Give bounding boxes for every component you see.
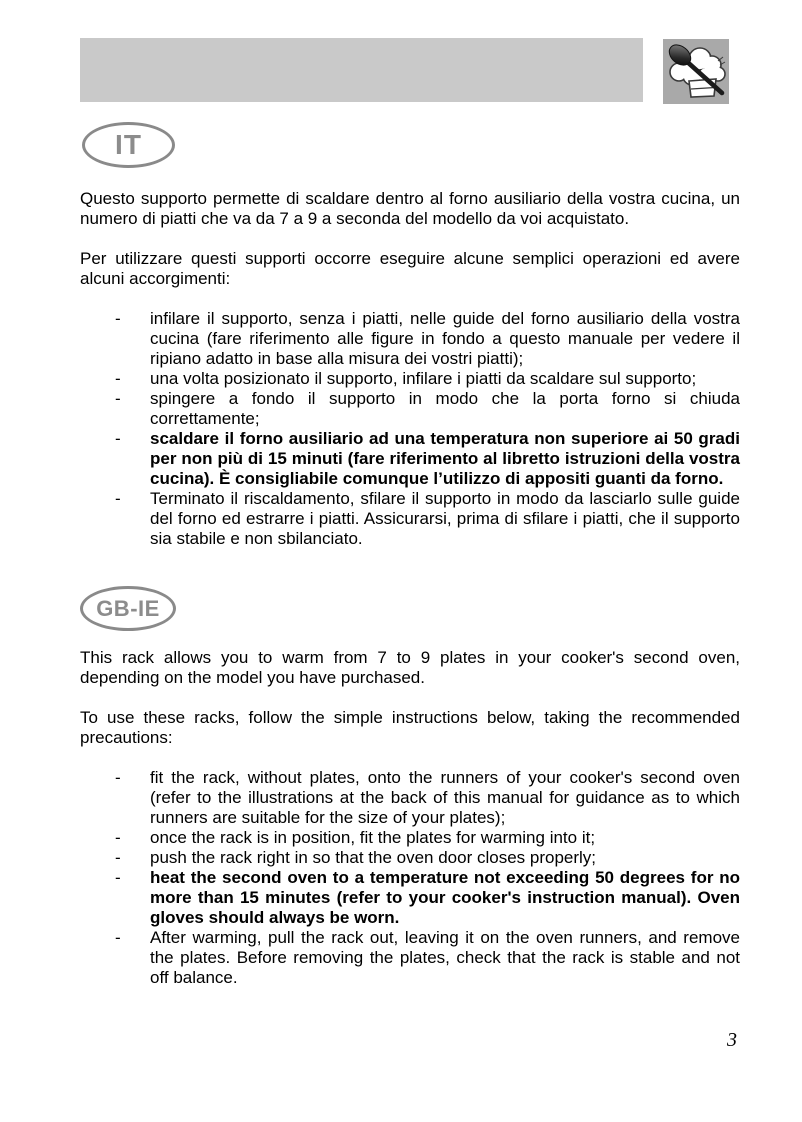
list-item-text: push the rack right in so that the oven door closes properly; — [150, 848, 597, 867]
en-instructions-lead-paragraph: To use these racks, follow the simple instructions below, taking the recommended precautions: — [80, 708, 740, 747]
list-item-dash: - — [115, 309, 121, 328]
language-badge-it-label: IT — [115, 129, 142, 160]
it-instruction-list — [80, 309, 740, 549]
language-badge-gb-ie-label: GB-IE — [96, 595, 160, 621]
list-item-dash: - — [115, 489, 121, 508]
it-intro-paragraph: Questo supporto permette di scaldare dentro al forno ausiliario della vostra cucina, un numero di piatti che va da 7 a 9 a seconda del modello da voi acquistato. — [80, 189, 740, 228]
list-item-dash: - — [115, 369, 121, 388]
list-item — [80, 309, 740, 369]
list-item-dash: - — [115, 928, 121, 947]
list-item-text: once the rack is in position, fit the plates for warming into it; — [150, 828, 596, 847]
list-item — [80, 848, 740, 868]
list-item-text: Terminato il riscaldamento, sfilare il supporto in modo da lasciarlo sulle guide del forno ed estrarre i piatti. Assicurarsi, prima di sfilare i piatti, che il supporto sia stabile e non sbilanciato. — [150, 489, 740, 548]
list-item — [80, 429, 740, 489]
list-item-dash: - — [115, 768, 121, 787]
list-item-text: una volta posizionato il supporto, infilare i piatti da scaldare sul supporto; — [150, 369, 697, 388]
list-item — [80, 828, 740, 848]
list-item — [80, 489, 740, 549]
list-item-text: heat the second oven to a temperature not exceeding 50 degrees for no more than 15 minutes (refer to your cooker's instruction manual). Oven gloves should always be worn. — [150, 868, 740, 927]
page-number: 3 — [727, 1029, 737, 1051]
list-item — [80, 768, 740, 828]
list-item — [80, 868, 740, 928]
list-item-dash: - — [115, 389, 121, 408]
language-badge-it — [82, 122, 175, 168]
it-instructions-lead-paragraph: Per utilizzare questi supporti occorre eseguire alcune semplici operazioni ed avere alcuni accorgimenti: — [80, 249, 740, 288]
list-item-text: fit the rack, without plates, onto the runners of your cooker's second oven (refer to the illustrations at the back of this manual for guidance as to which runners are suitable for the size of your plates); — [150, 768, 740, 827]
language-badge-gb-ie — [80, 586, 176, 631]
list-item — [80, 928, 740, 988]
list-item-dash: - — [115, 848, 121, 867]
list-item — [80, 389, 740, 429]
list-item — [80, 369, 740, 389]
list-item-text: scaldare il forno ausiliario ad una temperatura non superiore ai 50 gradi per non più di 15 minuti (fare riferimento al libretto istruzioni della vostra cucina). È consigliabile comunque l’utilizzo di appositi guanti da forno. — [150, 429, 740, 488]
header-bar — [80, 38, 643, 102]
list-item-text: infilare il supporto, senza i piatti, nelle guide del forno ausiliario della vostra cucina (fare riferimento alle figure in fondo a questo manuale per vedere il ripiano adatto in base alla misura dei vostri piatti); — [150, 309, 740, 368]
list-item-text: spingere a fondo il supporto in modo che la porta forno si chiuda correttamente; — [150, 389, 740, 428]
list-item-dash: - — [115, 429, 121, 448]
en-intro-paragraph: This rack allows you to warm from 7 to 9 plates in your cooker's second oven, depending on the model you have purchased. — [80, 648, 740, 687]
list-item-dash: - — [115, 828, 121, 847]
chef-hat-spoon-icon — [663, 39, 729, 104]
en-instruction-list — [80, 768, 740, 988]
list-item-dash: - — [115, 868, 121, 887]
list-item-text: After warming, pull the rack out, leaving it on the oven runners, and remove the plates. Before removing the plates, check that the rack is stable and not off balance. — [150, 928, 740, 987]
